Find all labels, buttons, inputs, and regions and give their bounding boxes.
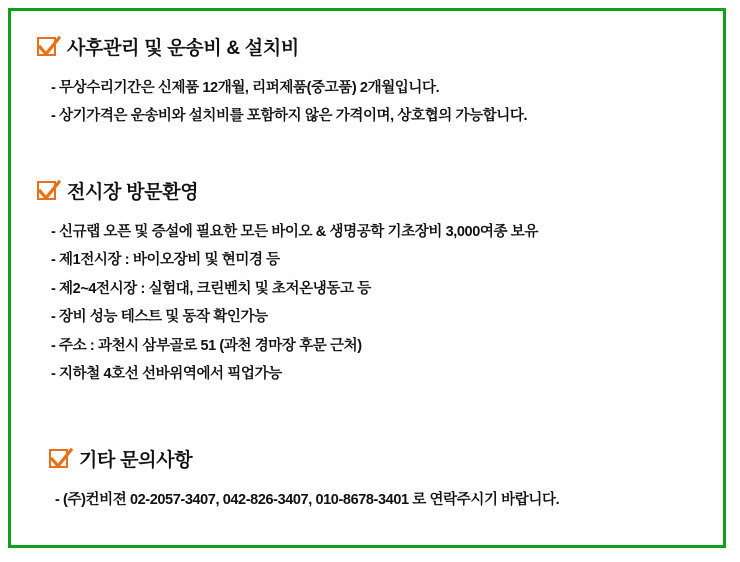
section-line-list xyxy=(37,74,697,131)
section-header xyxy=(37,33,697,60)
checked-checkbox-icon xyxy=(49,449,68,468)
list-item: - 장비 성능 테스트 및 동작 확인가능 xyxy=(51,309,268,326)
section-line-list xyxy=(37,486,697,514)
section-showroom xyxy=(37,177,697,389)
section-line-list xyxy=(37,218,697,389)
list-item: - (주)컨비젼 02-2057-3407, 042-826-3407, 010-8678-3401 로 연락주시기 바랍니다. xyxy=(55,491,560,508)
list-item: - 신규랩 오픈 및 증설에 필요한 모든 바이오 & 생명공학 기초장비 3,000여종 보유 xyxy=(51,223,538,240)
section-other-inquiries xyxy=(37,445,697,514)
section-after-service xyxy=(37,33,697,131)
section-header xyxy=(49,445,697,472)
list-item: - 상기가격은 운송비와 설치비를 포함하지 않은 가격이며, 상호협의 가능합니다. xyxy=(51,108,528,125)
list-item: - 무상수리기간은 신제품 12개월, 리퍼제품(중고품) 2개월입니다. xyxy=(51,80,440,96)
section-header xyxy=(37,177,697,204)
checked-checkbox-icon xyxy=(37,37,56,56)
section-title: 전시장 방문환영 xyxy=(67,181,199,203)
list-item: - 제2~4전시장 : 실험대, 크린벤치 및 초저온냉동고 등 xyxy=(51,280,371,297)
checked-checkbox-icon xyxy=(37,181,56,200)
section-title: 기타 문의사항 xyxy=(79,449,193,471)
list-item: - 주소 : 과천시 삼부골로 51 (과천 경마장 후문 근처) xyxy=(51,337,362,354)
section-title: 사후관리 및 운송비 & 설치비 xyxy=(67,38,299,59)
document-body xyxy=(11,11,723,514)
document-frame xyxy=(8,8,726,548)
list-item: - 제1전시장 : 바이오장비 및 현미경 등 xyxy=(51,252,280,269)
list-item: - 지하철 4호선 선바위역에서 픽업가능 xyxy=(51,366,282,383)
